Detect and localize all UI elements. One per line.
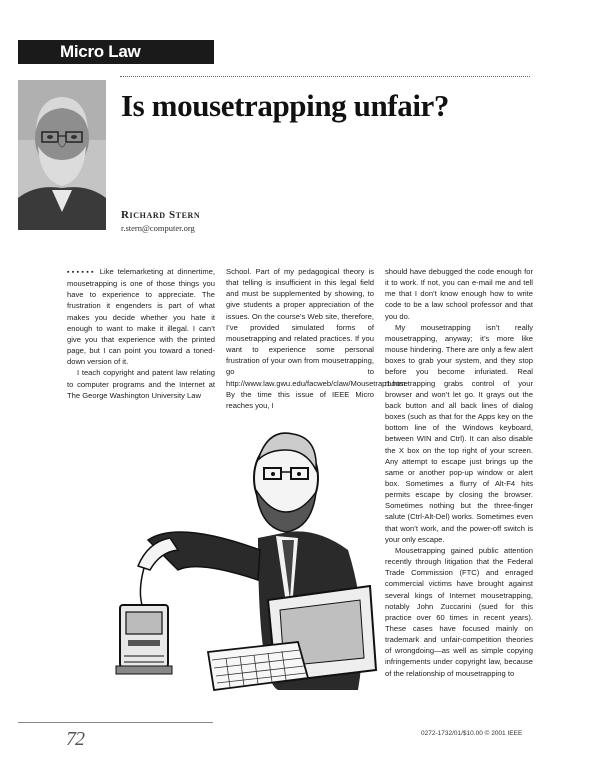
body-column-3 xyxy=(385,266,533,679)
title-divider xyxy=(120,76,530,77)
footer-divider xyxy=(18,722,213,723)
body-column-1 xyxy=(67,266,215,401)
lead-dots: ▪▪▪▪▪▪ xyxy=(67,269,96,276)
mousetrap-illustration xyxy=(108,420,378,695)
paragraph: should have debugged the code enough for it to work. If not, you can e-mail me and tell me that I don’t know enough how to write code to be a law school professor and that you do. xyxy=(385,267,533,321)
author-name: Richard Stern xyxy=(121,209,201,221)
paragraph: Mousetrapping gained public attention recently through litigation that the Federal Trade Commission (FTC) and enraged commercial victims have brought against several kings of Internet mousetrapping, notably John Zuccarini (sued for this practice over 60 times in recent years). These cases have focused mainly on trademark and unfair-competition theories of wrongdoing—as well as simple copying infringements under copyright law, because of the relationship of mousetrapping to xyxy=(385,545,533,678)
author-email[interactable]: r.stern@computer.org xyxy=(121,223,195,233)
paragraph: I teach copyright and patent law relating to computer programs and the Internet at The George Washington University Law xyxy=(67,368,215,400)
copyright-code: 0272-1732/01/$10.00 © 2001 IEEE xyxy=(421,730,523,737)
paragraph: School. Part of my pedagogical theory is that telling is insufficient in this legal field and must be supplemented by showing, to give students a proper appreciation of the issues. On the course’s Web site, therefore, I’ve provided simulated forms of mousetrapping and related practices. If you want to experience some personal frustration of your own from mousetrapping, go to http://www.law.gwu.edu/facweb/claw/Mousetrap1.htm. By the time this issue of IEEE Micro reaches you, I xyxy=(226,267,408,410)
author-portrait xyxy=(18,80,106,230)
paragraph: My mousetrapping isn’t really mousetrapping, anyway; it’s more like mouse hindering. There are only a few alert boxes to grab your system, and they stop before you become infuriated. Real mousetrapping grabs control of your browser and won’t let go. It grays out the back button and all back lines of dialog boxes (such as that for the Apps key on the bottom line of the Windows keyboard, between WIN and Ctrl). It can also disable the X box on the top right of your screen. Any attempt to escape just brings up the same or another pop-up window or alert box. Sometimes a flurry of Alt-F4 hits permits escape by closing the browser. Sometimes nothing but the three-finger salute (Ctrl-Alt-Del) works. Sometimes even that won’t work, and the power-off switch is your only escape. xyxy=(385,322,533,544)
body-column-2 xyxy=(226,266,408,411)
page-number: 72 xyxy=(66,728,84,750)
section-header: Micro Law xyxy=(18,40,214,64)
article-title: Is mousetrapping unfair? xyxy=(121,88,450,123)
paragraph: ▪▪▪▪▪▪ Like telemarketing at dinnertime, mousetrapping is one of those things you have to experience to appreciate. The frustration it engenders is part of what makes you decide whether you hate it enough to want to make it illegal. I can’t give you that experience with the printed page, but I can point you toward a toned-down version of it. xyxy=(67,267,215,367)
